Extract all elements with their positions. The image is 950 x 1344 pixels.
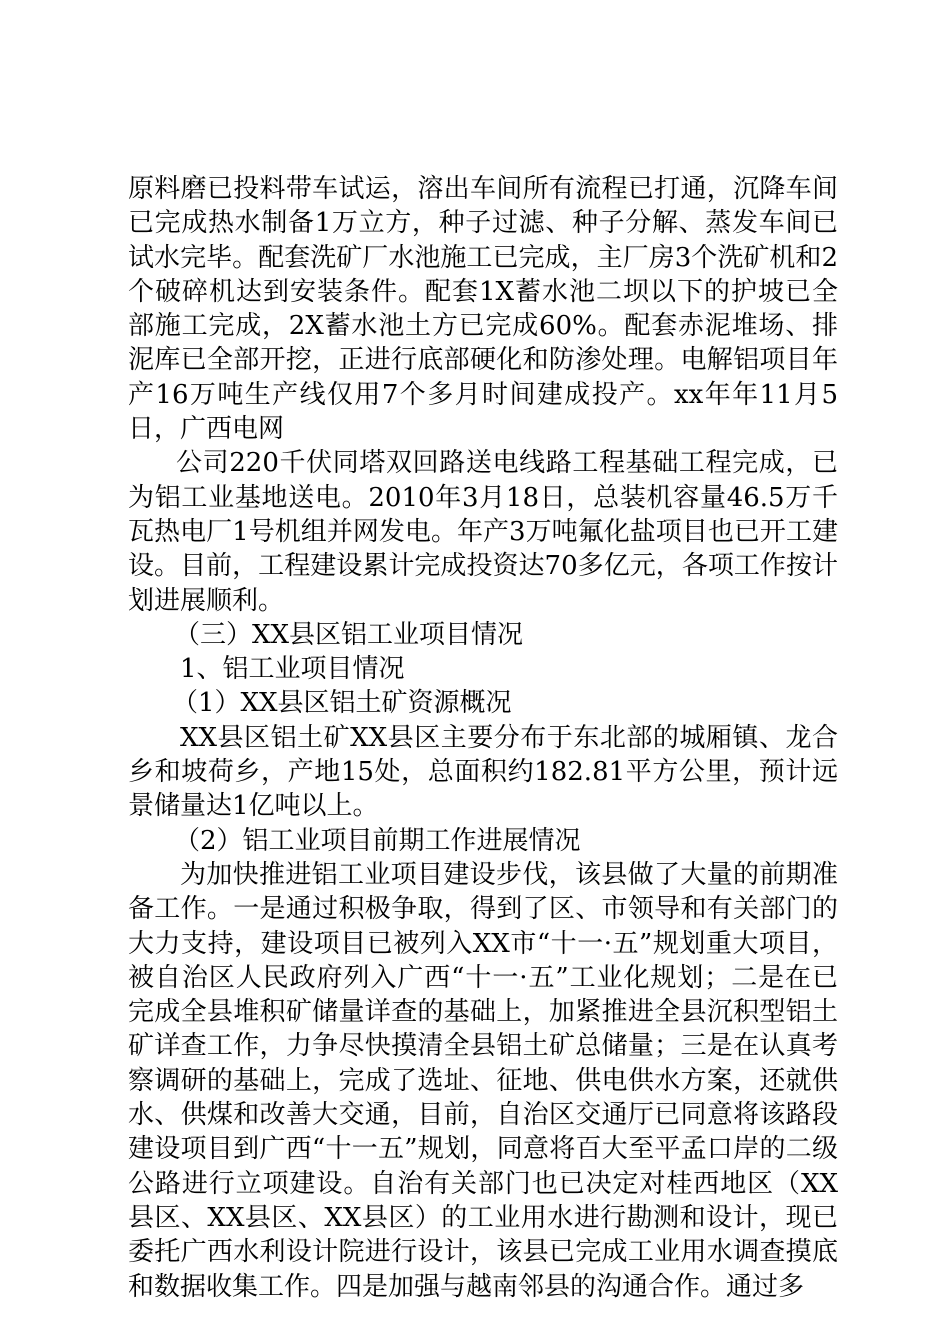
subsection-heading: 1、铝工业项目情况 xyxy=(180,654,405,685)
body-paragraph: 原料磨已投料带车试运，溶出车间所有流程已打通，沉降车间已完成热水制备1万立方，种子过滤、种子分解、蒸发车间已试水完毕。配套洗矿厂水池施工已完成，主厂房3个洗矿机和2个破碎机达到安装条件。配套1X蓄水池二坝以下的护坡已全部施工完成，2X蓄水池土方已完成60%。配套赤泥堆场、排泥库已全部开挖，正进行底部硬化和防渗处理。电解铝项目年产16万吨生产线仅用7个多月时间建成投产。xx年年11月5日，广西电网 xyxy=(128,174,838,445)
body-paragraph: XX县区铝土矿XX县区主要分布于东北部的城厢镇、龙合乡和坡荷乡，产地15处，总面积约182.81平方公里，预计远景储量达1亿吨以上。 xyxy=(128,722,838,822)
document-body xyxy=(128,172,838,1304)
section-heading: （三）XX县区铝工业项目情况 xyxy=(174,619,524,650)
subsubsection-heading: （1）XX县区铝土矿资源概况 xyxy=(172,688,512,719)
body-paragraph: 为加快推进铝工业项目建设步伐，该县做了大量的前期准备工作。一是通过积极争取，得到了区、市领导和有关部门的大力支持，建设项目已被列入XX市“十一·五”规划重大项目，被自治区人民政府列入广西“十一·五”工业化规划；二是在已完成全县堆积矿储量详查的基础上，加紧推进全县沉积型铝土矿详查工作，力争尽快摸清全县铝土矿总储量；三是在认真考察调研的基础上，完成了选址、征地、供电供水方案，还就供水、供煤和改善大交通，目前，自治区交通厅已同意将该路段建设项目到广西“十一五”规划，同意将百大至平孟口岸的二级公路进行立项建设。自治有关部门也已决定对桂西地区（XX县区、XX县区、XX县区）的工业用水进行勘测和设计，现已委托广西水利设计院进行设计，该县已完成工业用水调查摸底和数据收集工作。四是加强与越南邻县的沟通合作。通过多 xyxy=(128,859,838,1302)
body-paragraph: 公司220千伏同塔双回路送电线路工程基础工程完成，已为铝工业基地送电。2010年3月18日，总装机容量46.5万千瓦热电厂1号机组并网发电。年产3万吨氟化盐项目也已开工建设。目前，工程建设累计完成投资达70多亿元，各项工作按计划进展顺利。 xyxy=(128,448,838,616)
subsubsection-heading: （2）铝工业项目前期工作进展情况 xyxy=(174,825,581,856)
